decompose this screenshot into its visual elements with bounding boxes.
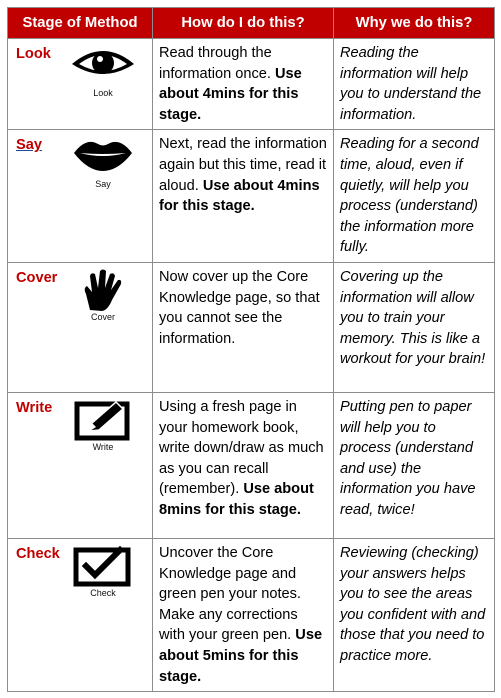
pencil-icon [68, 398, 138, 450]
table-row [8, 130, 495, 263]
how-text: Uncover the Core Knowledge page and green pen your notes. Make any corrections with your green pen. [159, 544, 301, 644]
stage-cell [8, 392, 153, 538]
stage-label: Check [16, 545, 60, 562]
how-cell [153, 538, 334, 691]
checkbox-icon [68, 544, 138, 596]
header-how: How do I do this? [153, 8, 334, 39]
icon-caption: Cover [90, 311, 115, 322]
stage-cell [8, 130, 153, 263]
how-cell [153, 392, 334, 538]
header-stage: Stage of Method [8, 8, 153, 39]
table-row [8, 39, 495, 130]
eye-icon [68, 44, 138, 96]
icon-caption: Write [92, 441, 114, 452]
hand-icon [68, 268, 138, 320]
how-time: Use about 4mins for this stage. [159, 65, 302, 123]
stage-cell [8, 39, 153, 130]
how-text: Read through the information once. [159, 45, 276, 82]
table-row [8, 538, 495, 691]
why-cell: Reviewing (checking) your answers helps you to see the areas you confident with and those that you need to practice more. [334, 538, 495, 691]
why-cell: Reading the information will help you to understand the information. [334, 39, 495, 130]
how-text: Next, read the information again but this time, read it aloud. [159, 136, 327, 194]
table-row [8, 262, 495, 392]
stage-cell [8, 538, 153, 691]
stage-cell [8, 262, 153, 392]
stage-label: Cover [16, 269, 58, 286]
how-cell [153, 130, 334, 263]
method-table [7, 7, 495, 692]
how-cell [153, 262, 334, 392]
how-time: Use about 5mins for this stage. [159, 627, 323, 685]
how-time: Use about 8mins for this stage. [159, 481, 314, 518]
how-time: Use about 4mins for this stage. [159, 177, 320, 215]
why-cell: Covering up the information will allow you to train your memory. This is like a workout for your brain! [334, 262, 495, 392]
icon-caption: Check [90, 587, 116, 598]
lips-icon [68, 135, 138, 190]
how-cell [153, 39, 334, 130]
why-cell: Reading for a second time, aloud, even if quietly, will help you process (understand) the information more fully. [334, 130, 495, 263]
header-why: Why we do this? [334, 8, 495, 39]
how-text: Now cover up the Core Knowledge page, so that you cannot see the information. [159, 268, 320, 347]
stage-label: Look [16, 46, 51, 62]
stage-label: Say [16, 137, 42, 154]
header-row [8, 8, 495, 39]
how-text: Using a fresh page in your homework book, write down/draw as much as you can recall (remember). [159, 398, 324, 498]
table-row [8, 392, 495, 538]
icon-caption: Say [95, 179, 111, 190]
stage-label: Write [16, 399, 53, 416]
why-cell: Putting pen to paper will help you to process (understand and use) the information you have read, twice! [334, 392, 495, 538]
icon-caption: Look [93, 88, 113, 98]
